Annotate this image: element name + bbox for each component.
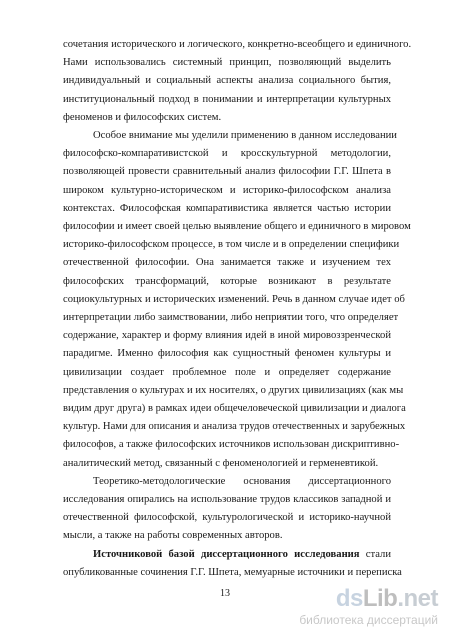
text-line: широком культурно-историческом и историко-философском анализа <box>63 184 391 196</box>
text-line: историко-философском процессе, в том числе и в определении специфики <box>63 239 400 251</box>
text-line: Нами использовались системный принцип, позволяющий выделить <box>63 57 391 69</box>
text-line: исследования опирались на использование трудов классиков западной и <box>63 494 391 505</box>
text-line: видим друг друга) в рамках идеи общечеловеческой цивилизации и диалога <box>63 403 406 414</box>
text-line: индивидуальный и социальный аспекты анализа социального бытия, <box>63 75 391 87</box>
text-line: контекстах. Философская компаративистика является частью истории <box>63 202 391 214</box>
text-line: философии и имеет своей целью выявление общего и единичного в мировом <box>63 221 411 232</box>
text-line: Теоретико-методологические основания диссертационного <box>93 475 391 487</box>
text-line: Особое внимание мы уделили применению в данном исследовании <box>93 130 397 141</box>
text-line: цивилизации создает проблемное поле и определяет содержание <box>63 366 391 378</box>
text-line: отечественной философской, культурологической и историко-научной <box>63 512 391 524</box>
text-line: опубликованные сочинения Г.Г. Шпета, мемуарные источники и переписка <box>63 566 402 578</box>
text-line: институциональный подход в понимании и интерпретации культурных <box>63 93 391 105</box>
watermark-logo: dsLib.net <box>335 585 438 612</box>
text-line: позволяющей провести сравнительный анализ философии Г.Г. Шпета в <box>63 166 391 178</box>
text-line: феноменов и философских систем. <box>63 111 222 123</box>
text-fragment: стали <box>359 548 391 560</box>
text-line: содержание, характер и форму влияния идей в иной мировоззренческой <box>63 330 391 342</box>
text-line: социокультурных и исторических изменений. Речь в данном случае идет об <box>63 293 405 305</box>
text-line: философских трансформаций, которые возникают в результате <box>63 275 391 287</box>
text-line: философско-компаративистской и кросскультурной методологии, <box>63 148 391 160</box>
text-line: представления о культурах и их носителях, о других цивилизациях (как мы <box>63 384 404 396</box>
text-line: мысли, а также на работы современных авторов. <box>63 530 283 542</box>
page-number: 13 <box>220 588 230 599</box>
watermark <box>299 585 438 627</box>
watermark-subtitle: библиотека диссертаций <box>299 613 438 627</box>
text-line <box>93 546 391 564</box>
text-line: сочетания исторического и логического, конкретно-всеобщего и единичного. <box>63 39 412 50</box>
text-line: интерпретации либо заимствовании, либо неприятии того, что определяет <box>63 312 399 323</box>
bold-heading-text: Источниковой базой диссертационного исследования <box>93 548 360 560</box>
text-line: культур. Нами для описания и анализа трудов отечественных и зарубежных <box>63 421 406 433</box>
text-line: аналитический метод, связанный с феноменологией и герменевтикой. <box>63 457 379 469</box>
text-line: парадигме. Именно философия как сущностный феномен культуры и <box>63 348 391 360</box>
text-line: философов, а также философских источников использован дискриптивно- <box>63 439 400 451</box>
text-line: отечественной философии. Она занимается также и изучением тех <box>63 257 391 269</box>
